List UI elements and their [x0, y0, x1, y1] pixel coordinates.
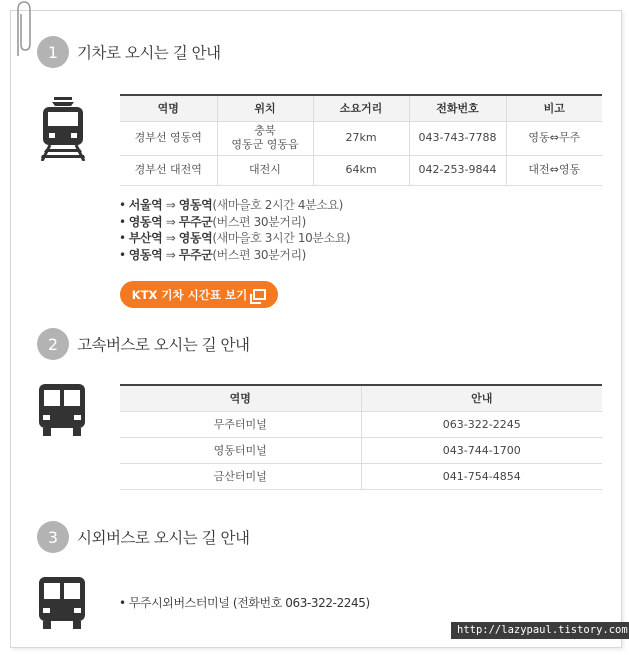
cell-distance: 64km — [313, 155, 409, 185]
col-header-info: 안내 — [361, 385, 602, 411]
col-header-location: 위치 — [217, 95, 313, 121]
ktx-timetable-button[interactable] — [120, 281, 278, 308]
train-route-list — [119, 197, 350, 263]
table-header-row — [120, 385, 602, 411]
cell-location — [217, 121, 313, 155]
section-express-bus-header — [37, 328, 250, 360]
cell-terminal: 금산터미널 — [120, 463, 361, 489]
cell-phone: 063-322-2245 — [361, 411, 602, 437]
cell-terminal: 무주터미널 — [120, 411, 361, 437]
intercity-bus-info: • 무주시외버스터미널 (전화번호 063-322-2245) — [119, 594, 370, 611]
section-train-header — [37, 36, 221, 68]
table-row — [120, 155, 602, 185]
list-item: • 서울역 ⇒ 영동역(새마을호 2시간 4분소요) — [119, 197, 350, 214]
list-item: • 영동역 ⇒ 무주군(버스편 30분거리) — [119, 247, 350, 264]
table-row — [120, 121, 602, 155]
table-row — [120, 463, 602, 489]
list-item: • 영동역 ⇒ 무주군(버스편 30분거리) — [119, 214, 350, 231]
cell-location-line2: 영동군 영동읍 — [231, 138, 299, 151]
express-bus-table — [120, 384, 602, 490]
cell-location: 대전시 — [217, 155, 313, 185]
bus-icon — [39, 384, 85, 436]
cell-phone: 042-253-9844 — [409, 155, 506, 185]
list-item: • 부산역 ⇒ 영동역(새마을호 3시간 10분소요) — [119, 230, 350, 247]
table-row — [120, 437, 602, 463]
cell-station: 경부선 대전역 — [120, 155, 217, 185]
bus-icon — [39, 577, 85, 629]
cell-terminal: 영동터미널 — [120, 437, 361, 463]
section-title: 기차로 오시는 길 안내 — [77, 44, 221, 62]
col-header-distance: 소요거리 — [313, 95, 409, 121]
section-number: 1 — [37, 36, 69, 68]
cell-phone: 043-744-1700 — [361, 437, 602, 463]
table-row — [120, 411, 602, 437]
train-icon — [38, 97, 88, 161]
col-header-station: 역명 — [120, 385, 361, 411]
cell-phone: 041-754-4854 — [361, 463, 602, 489]
blog-url-watermark: http://lazypaul.tistory.com — [451, 622, 629, 639]
section-title: 고속버스로 오시는 길 안내 — [77, 336, 250, 354]
cell-note: 영동⇔무주 — [506, 121, 602, 155]
popup-window-icon — [253, 289, 266, 300]
table-header-row — [120, 95, 602, 121]
col-header-station: 역명 — [120, 95, 217, 121]
ktx-button-label: KTX 기차 시간표 보기 — [131, 287, 248, 302]
section-number: 2 — [37, 328, 69, 360]
cell-phone: 043-743-7788 — [409, 121, 506, 155]
section-title: 시외버스로 오시는 길 안내 — [77, 529, 250, 547]
section-intercity-bus-header — [37, 521, 250, 553]
cell-note: 대전⇔영동 — [506, 155, 602, 185]
col-header-phone: 전화번호 — [409, 95, 506, 121]
cell-location-line1: 충북 — [254, 124, 276, 137]
cell-station: 경부선 영동역 — [120, 121, 217, 155]
paperclip-icon — [11, 0, 33, 58]
train-station-table — [120, 94, 602, 186]
col-header-note: 비고 — [506, 95, 602, 121]
section-number: 3 — [37, 521, 69, 553]
cell-distance: 27km — [313, 121, 409, 155]
